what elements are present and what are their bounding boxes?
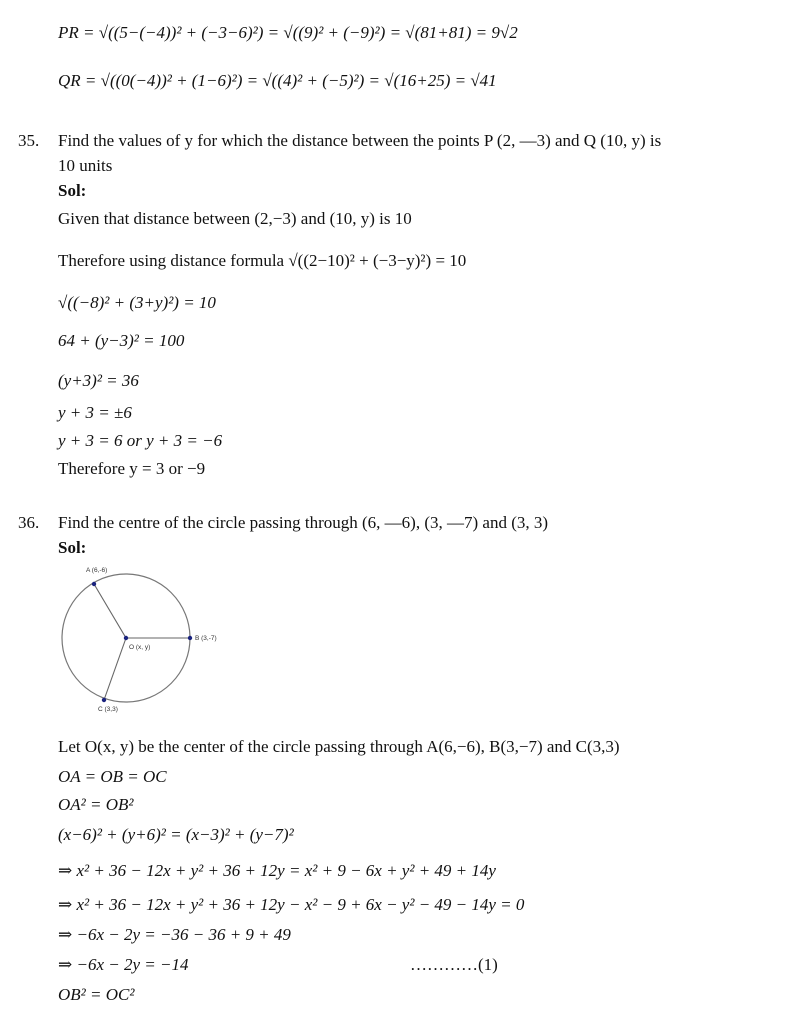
q36-equation-number: …………(1) <box>410 955 498 974</box>
q35-step-expand: 64 + (y−3)² = 100 <box>58 331 185 350</box>
question-35-text-line2: 10 units <box>58 156 113 175</box>
pr-equation: PR = √((5−(−4))² + (−3−6)²) = √((9)² + (−9)²) = √(81+81) = 9√2 <box>58 23 518 42</box>
label-a: A (6,-6) <box>86 567 108 574</box>
q35-step-root: y + 3 = ±6 <box>58 403 132 422</box>
q36-step-collect: ⇒ x² + 36 − 12x + y² + 36 + 12y − x² − 9 + 6x − y² − 49 − 14y = 0 <box>58 895 525 914</box>
question-36-sol-label: Sol: <box>58 538 87 557</box>
radius-oa <box>94 584 126 638</box>
q36-step-ob2-oc2: OB² = OC² <box>58 985 135 1004</box>
point-b <box>188 636 192 640</box>
q36-step-let: Let O(x, y) be the center of the circle passing through A(6,−6), B(3,−7) and C(3,3) <box>58 737 620 756</box>
q36-step-simplify: ⇒ −6x − 2y = −36 − 36 + 9 + 49 <box>58 925 291 944</box>
q35-step-cases: y + 3 = 6 or y + 3 = −6 <box>58 431 223 450</box>
question-36-number: 36. <box>18 513 40 532</box>
circle-diagram <box>58 560 258 720</box>
label-o: O (x, y) <box>129 644 151 651</box>
q36-step-expand: ⇒ x² + 36 − 12x + y² + 36 + 12y = x² + 9 − 6x + y² + 49 + 14y <box>58 861 496 880</box>
point-a <box>92 582 96 586</box>
q36-step-oa2-ob2: OA² = OB² <box>58 795 134 814</box>
q36-step-equal-radii: OA = OB = OC <box>58 767 167 786</box>
point-c <box>102 698 106 702</box>
label-c: C (3,3) <box>98 706 118 713</box>
point-o <box>124 636 128 640</box>
q36-step-distance-eq: (x−6)² + (y+6)² = (x−3)² + (y−7)² <box>58 825 294 844</box>
question-35-sol-label: Sol: <box>58 181 87 200</box>
q35-step-square: (y+3)² = 36 <box>58 371 139 390</box>
question-35-number: 35. <box>18 131 40 150</box>
question-35-text-line1: Find the values of y for which the distance between the points P (2, —3) and Q (10, y) is <box>58 131 662 150</box>
q35-step-answer: Therefore y = 3 or −9 <box>58 459 206 478</box>
label-b: B (3,-7) <box>195 635 217 642</box>
q36-step-result: ⇒ −6x − 2y = −14 <box>58 955 189 974</box>
q35-step-distance-formula: Therefore using distance formula √((2−10)² + (−3−y)²) = 10 <box>58 251 467 270</box>
radius-oc <box>104 638 126 700</box>
qr-equation: QR = √((0(−4))² + (1−6)²) = √((4)² + (−5)²) = √(16+25) = √41 <box>58 71 497 90</box>
q35-step-given: Given that distance between (2,−3) and (10, y) is 10 <box>58 209 412 228</box>
q35-step-sqrt: √((−8)² + (3+y)²) = 10 <box>58 293 216 312</box>
question-36-text: Find the centre of the circle passing through (6, —6), (3, —7) and (3, 3) <box>58 513 549 532</box>
